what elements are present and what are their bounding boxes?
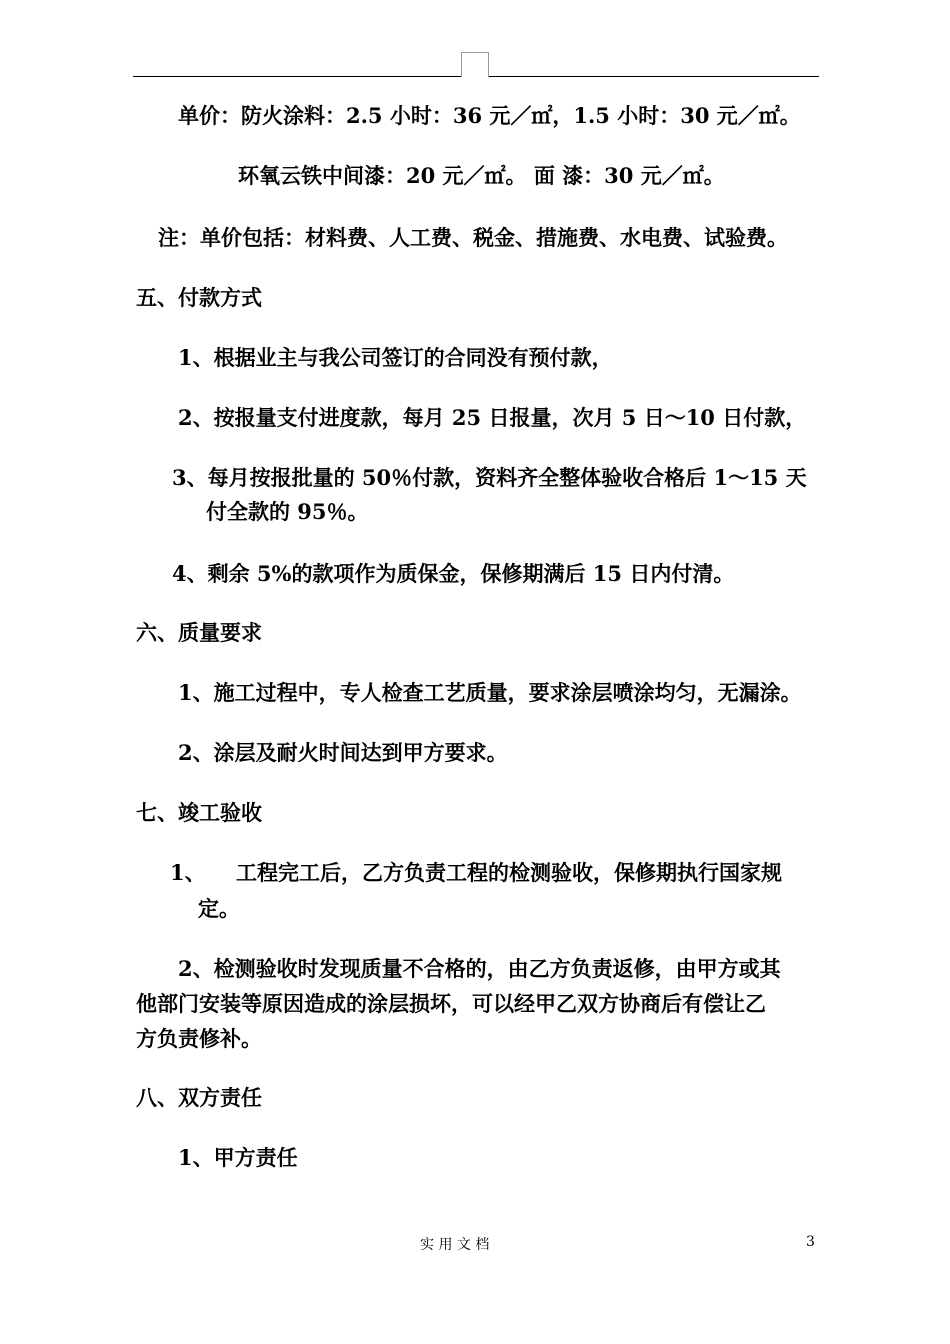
- header-box: [461, 52, 489, 77]
- intermediate-paint-price-line: 环氧云铁中间漆：20 元／㎡。 面 漆：30 元／㎡。: [238, 163, 725, 188]
- payment-item-4: 4、剩余 5%的款项作为质保金，保修期满后 15 日内付清。: [172, 561, 735, 586]
- section-heading-acceptance: 七、竣工验收: [136, 800, 262, 825]
- section-heading-payment: 五、付款方式: [136, 285, 262, 310]
- payment-item-1: 1、根据业主与我公司签订的合同没有预付款，: [178, 345, 613, 370]
- acceptance-item-1-cont: 定。: [198, 896, 240, 921]
- payment-item-3-cont: 付全款的 95％。: [206, 499, 369, 524]
- section-heading-quality: 六、质量要求: [136, 620, 262, 645]
- page-number: 3: [806, 1234, 815, 1250]
- price-note-line: 注：单价包括：材料费、人工费、税金、措施费、水电费、试验费。: [158, 225, 788, 250]
- acceptance-item-1-number: 1、: [170, 860, 206, 885]
- unit-price-line: 单价：防火涂料：2.5 小时：36 元／㎡，1.5 小时：30 元／㎡。: [178, 103, 801, 128]
- acceptance-item-2-cont-2: 方负责修补。: [136, 1026, 262, 1051]
- acceptance-item-2-cont-1: 他部门安装等原因造成的涂层损坏，可以经甲乙双方协商后有偿让乙: [136, 991, 766, 1016]
- acceptance-item-1: 工程完工后，乙方负责工程的检测验收，保修期执行国家规: [236, 860, 782, 885]
- payment-item-3: 3、每月按报批量的 50％付款，资料齐全整体验收合格后 1～15 天: [172, 465, 807, 490]
- quality-item-1: 1、施工过程中，专人检查工艺质量，要求涂层喷涂均匀，无漏涂。: [178, 680, 802, 705]
- acceptance-item-2: 2、检测验收时发现质量不合格的，由乙方负责返修，由甲方或其: [178, 956, 781, 981]
- footer-label: 实 用 文 档: [420, 1237, 490, 1253]
- quality-item-2: 2、涂层及耐火时间达到甲方要求。: [178, 740, 508, 765]
- section-heading-responsibilities: 八、双方责任: [136, 1085, 262, 1110]
- payment-item-2: 2、按报量支付进度款，每月 25 日报量，次月 5 日～10 日付款，: [178, 405, 807, 430]
- responsibility-item-1: 1、甲方责任: [178, 1145, 298, 1170]
